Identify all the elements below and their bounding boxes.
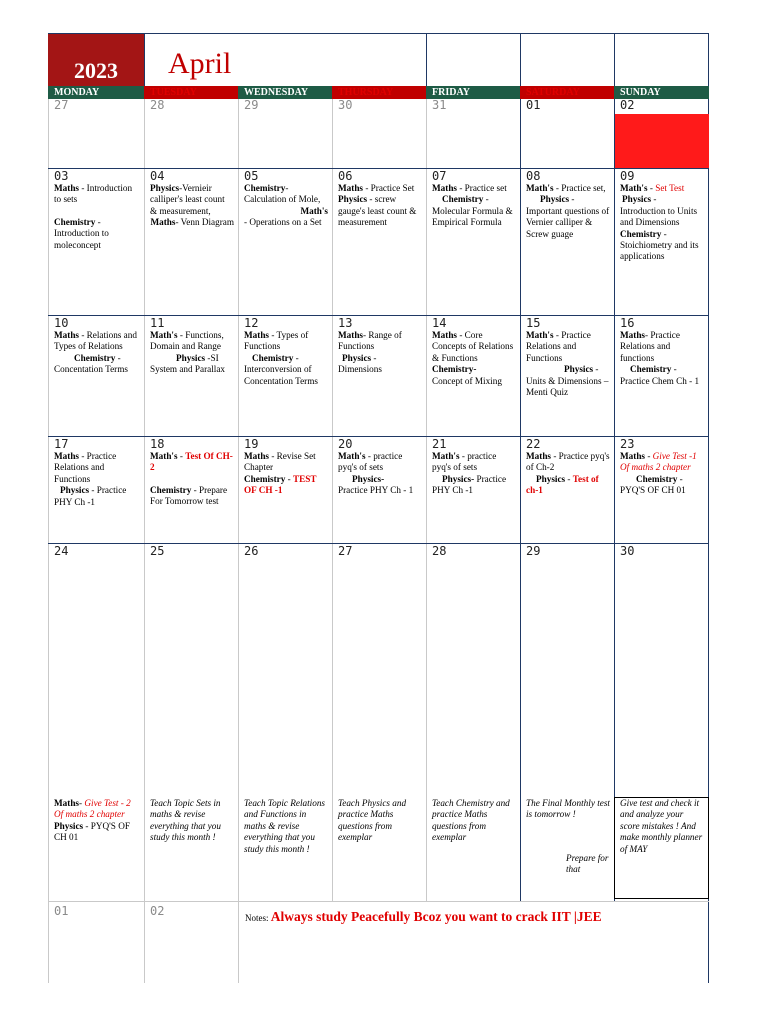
cell-note: [520, 798, 614, 898]
grid-line: [48, 543, 709, 544]
day-cell: 20 Math's - practice pyq's of sets Physics- Practice PHY Ch - 1: [332, 438, 426, 497]
grid-line: [48, 901, 709, 902]
cell-text: Chemistry - Interconversion of Concentation Terms: [244, 352, 318, 386]
day-header-saturday: SATURDAY: [520, 86, 614, 99]
day-cell: 23 Maths - Give Test -1 Of maths 2 chapter Chemistry - PYQ'S OF CH 01: [614, 438, 708, 497]
day-cell: 31: [432, 99, 447, 112]
day-cell: 11 Math's - Functions, Domain and Range Physics -SI System and Parallax: [144, 317, 238, 376]
month-title: April: [168, 47, 232, 80]
cell-note: [426, 798, 520, 844]
cell-text: Teach Topic Relations and Functions in maths & revise everything that you study this month !: [244, 798, 325, 854]
day-cell: 28: [150, 99, 165, 112]
grid-line: [520, 33, 521, 86]
day-cell: 01: [54, 905, 69, 918]
grid-line: [48, 436, 709, 437]
cell-text: Maths - Give Test -1 Of maths 2 chapter: [620, 451, 697, 473]
cell-text: Chemistry - Molecular Formula & Empirical Formula: [432, 194, 513, 228]
day-cell: 17 Maths - Practice Relations and Functions Physics - Practice PHY Ch -1: [48, 438, 144, 508]
cell-text: Math's - practice pyq's of sets: [338, 451, 403, 473]
cell-text: Physics -SI System and Parallax: [150, 352, 226, 375]
day-cell: 15 Math's - Practice Relations and Functions Physics - Units & Dimensions – Menti Quiz: [526, 317, 609, 398]
day-header-monday: MONDAY: [48, 86, 144, 99]
cell-text: Maths - Practice pyq's of Ch-2: [526, 451, 610, 473]
cell-text: Chemistry - Introduction to moleconcept: [54, 216, 109, 250]
cell-text: Chemistry - Concentation Terms: [54, 352, 128, 375]
day-cell: 28: [432, 545, 447, 558]
day-cell: 08 Math's - Practice set, Physics - Important questions of Vernier calliper & Screw guage: [526, 170, 610, 239]
day-cell: 19 Maths - Revise Set Chapter Chemistry - TEST OF CH -1: [238, 438, 332, 497]
cell-text: Physics-: [352, 473, 385, 484]
cell-text: Chemistry - Stoichiometry and its applications: [620, 228, 699, 262]
day-cell: 02: [150, 905, 165, 918]
grid-line: [614, 33, 615, 86]
day-cell: 06 Maths - Practice Set Physics - screw gauge's least count & measurement: [332, 170, 426, 229]
cell-text: Physics- Practice PHY Ch -1: [432, 473, 507, 496]
cell-text: Concept of Mixing: [432, 375, 502, 386]
cell-text: Maths - Practice Relations and Functions: [54, 451, 117, 484]
cell-text: Chemistry - PYQ'S OF CH 01: [620, 473, 686, 496]
day-cell: 27: [338, 545, 353, 558]
sunday-highlight-block: [615, 114, 709, 168]
grid-line: [144, 99, 145, 983]
cell-text: Physics - Dimensions: [338, 352, 382, 375]
day-cell: 01: [526, 99, 541, 112]
day-header-thursday: THURSDAY: [332, 86, 426, 99]
cell-text: Math's - Practice set,: [526, 183, 606, 193]
cell-note: [48, 798, 144, 844]
cell-text: Chemistry-: [432, 364, 477, 375]
cell-note: [614, 798, 708, 855]
cell-text: Maths - Relations and Types of Relations: [54, 330, 137, 352]
cell-text: Physics - Important questions of Vernier calliper & Screw guage: [526, 194, 610, 239]
cell-text: Physics-Vernieir calliper's least count & measurement,: [150, 183, 225, 216]
cell-text: Maths - Revise Set Chapter: [244, 451, 316, 473]
notes-label: Notes:: [245, 913, 269, 923]
cell-text: Physics - Introduction to Units and Dimensions: [620, 194, 698, 228]
cell-text: - Operations on a Set: [244, 217, 322, 228]
day-cell: 21 Math's - practice pyq's of sets Physics- Practice PHY Ch -1: [426, 438, 520, 497]
cell-text: Maths- Venn Diagram: [150, 217, 234, 228]
cell-text: Maths - Introduction to sets: [54, 183, 133, 205]
day-cell: 22 Maths - Practice pyq's of Ch-2 Physics - Test of ch-1: [526, 438, 610, 496]
day-header-sunday: SUNDAY: [614, 86, 709, 99]
cell-text: Physics - Units & Dimensions – Menti Quiz: [526, 364, 609, 398]
cell-text: Math's - Practice Relations and Functions: [526, 330, 591, 363]
day-header-wednesday: WEDNESDAY: [238, 86, 332, 99]
notes-section: [245, 909, 602, 925]
cell-text: Chemistry - Prepare For Tomorrow test: [150, 484, 228, 507]
grid-line: [708, 33, 709, 86]
cell-text: Chemistry - TEST OF CH -1: [244, 473, 317, 496]
day-cell: 30: [620, 545, 635, 558]
cell-note: [144, 798, 238, 844]
day-cell: 02: [620, 99, 635, 112]
day-cell: 25: [150, 545, 165, 558]
day-cell: 27: [54, 99, 69, 112]
day-cell: 03 Maths - Introduction to sets Chemistry - Introduction to moleconcept: [48, 170, 144, 251]
cell-text: Give test and check it and analyze your score mistakes ! And make monthly planner of MAY: [620, 798, 703, 854]
day-cell: 24: [54, 545, 69, 558]
cell-note: [332, 798, 426, 844]
cell-text: Maths- Give Test - 2 Of maths 2 chapter: [54, 798, 131, 820]
day-header-friday: FRIDAY: [426, 86, 520, 99]
cell-text: Teach Topic Sets in maths & revise everything that you study this month !: [150, 798, 221, 843]
cell-text: Physics - screw gauge's least count & measurement: [338, 194, 417, 228]
day-cell: 29: [244, 99, 259, 112]
cell-text: Math's - Test Of CH-2: [150, 451, 233, 473]
day-cell: 07 Maths - Practice set Chemistry - Molecular Formula & Empirical Formula: [426, 170, 520, 229]
cell-text: Math's - Set Test: [620, 183, 685, 193]
grid-line: [48, 315, 709, 316]
grid-line: [144, 33, 145, 86]
grid-line: [426, 33, 427, 86]
calendar-page: [48, 33, 709, 983]
cell-text: Maths - Practice Set: [338, 183, 415, 193]
day-cell: 29: [526, 545, 541, 558]
year-banner: 2023: [48, 33, 144, 86]
cell-text: Maths - Practice set: [432, 183, 507, 193]
day-cell: 12 Maths - Types of Functions Chemistry - Interconversion of Concentation Terms: [238, 317, 332, 387]
cell-text: Physics - Practice PHY Ch -1: [54, 485, 127, 507]
day-cell: 13 Maths- Range of Functions Physics - Dimensions: [332, 317, 426, 376]
day-cell: 04 Physics-Vernieir calliper's least count & measurement, Maths- Venn Diagram: [150, 170, 234, 228]
cell-text: The Final Monthly test is tomorrow !: [526, 798, 610, 820]
day-header-tuesday: TUESDAY: [144, 86, 238, 99]
day-cell: 16 Maths- Practice Relations and functions Chemistry - Practice Chem Ch - 1: [614, 317, 708, 387]
notes-text: Always study Peacefully Bcoz you want to crack IIT |JEE: [270, 909, 602, 924]
cell-text: Practice PHY Ch - 1: [338, 485, 414, 496]
cell-text: Maths- Practice Relations and functions: [620, 330, 680, 363]
cell-text: Teach Physics and practice Maths questions from exemplar: [338, 798, 407, 843]
day-cell: 26: [244, 545, 259, 558]
cell-text: Math's: [300, 205, 328, 216]
day-cell: 09 Math's - Set Test Physics - Introduction to Units and Dimensions Chemistry - Stoichiometry and its applications: [614, 170, 708, 263]
day-cell: 30: [338, 99, 353, 112]
cell-text: Math's - practice pyq's of sets: [432, 451, 497, 473]
cell-text: Physics - PYQ'S OF CH 01: [54, 820, 130, 843]
day-cell: 05 Chemistry- Calculation of Mole, Math's - Operations on a Set: [244, 170, 328, 228]
cell-text: Chemistry- Calculation of Mole,: [244, 183, 321, 205]
day-cell: 14 Maths - Core Concepts of Relations & Functions Chemistry- Concept of Mixing: [426, 317, 520, 387]
grid-line: [48, 168, 709, 169]
cell-text: Maths- Range of Functions: [338, 330, 402, 352]
grid-line: [48, 33, 709, 34]
cell-text: Physics - Test of ch-1: [526, 473, 599, 496]
day-cell: 18 Math's - Test Of CH-2 Chemistry - Prepare For Tomorrow test: [150, 438, 233, 507]
day-cell: 10 Maths - Relations and Types of Relations Chemistry - Concentation Terms: [48, 317, 144, 376]
cell-text: Teach Chemistry and practice Maths questions from exemplar: [432, 798, 510, 843]
cell-text: Maths - Core Concepts of Relations & Functions: [432, 330, 514, 363]
cell-text: Math's - Functions, Domain and Range: [150, 330, 224, 352]
cell-text: Chemistry - Practice Chem Ch - 1: [620, 364, 700, 386]
cell-text: Prepare for that: [566, 852, 609, 875]
cell-text: Maths - Types of Functions: [244, 330, 309, 352]
cell-note: [238, 798, 332, 855]
